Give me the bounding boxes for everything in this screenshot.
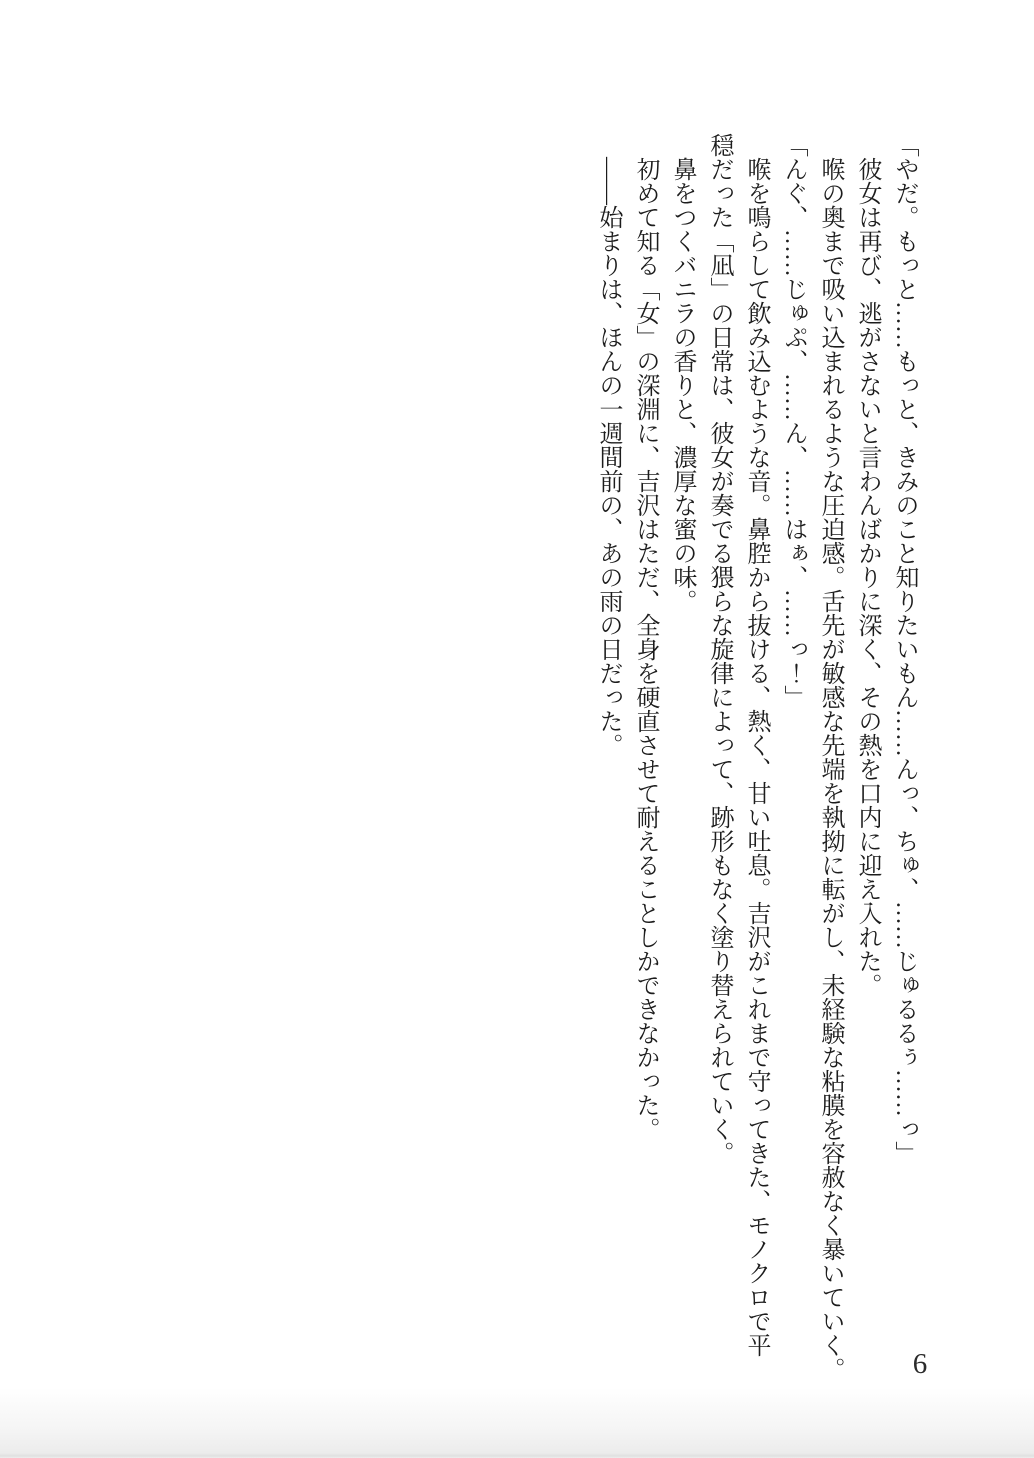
text-line: 初めて知る「女」の深淵に、吉沢はただ、全身を硬直させて耐えることしかできなかった。 (632, 157, 658, 1141)
vertical-text-block (589, 133, 922, 1381)
text-line: 「やだ。もっと……もっと、きみのこと知りたいもん……んっ、ちゅ、……じゅるるぅ……っ」 (891, 133, 917, 1165)
text-line: 「んぐ、……じゅぷ、……ん、……はぁ、……っ！」 (780, 133, 806, 709)
text-line: 穏だった「凪」の日常は、彼女が奏でる猥らな旋律によって、跡形もなく塗り替えられていく。 (706, 133, 732, 1165)
page-bottom-edge (0, 1388, 1034, 1458)
text-line: 彼女は再び、逃がさないと言わんばかりに深く、その熱を口内に迎え入れた。 (854, 157, 880, 997)
text-line: 喉の奥まで吸い込まれるような圧迫感。舌先が敏感な先端を執拗に転がし、未経験な粘膜を容赦なく暴いていく。 (817, 157, 843, 1381)
text-line: 鼻をつくバニラの香りと、濃厚な蜜の味。 (669, 157, 695, 613)
text-line: 喉を鳴らして飲み込むような音。鼻腔から抜ける、熱く、甘い吐息。吉沢がこれまで守ってきた、モノクロで平 (743, 157, 769, 1357)
text-line: ――始まりは、ほんの一週間前の、あの雨の日だった。 (595, 157, 621, 757)
page-number: 6 (912, 1348, 928, 1380)
